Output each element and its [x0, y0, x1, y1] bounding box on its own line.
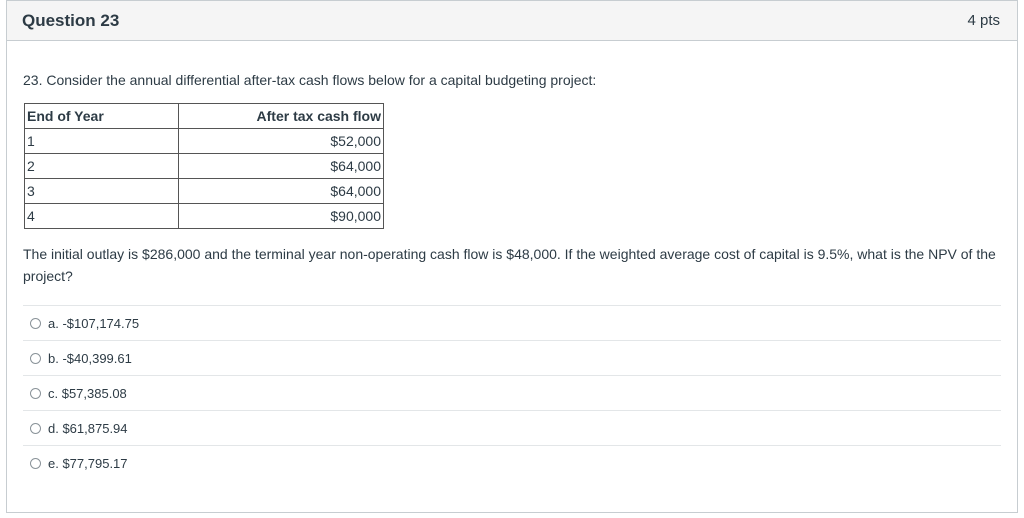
cell-cash-flow: $90,000 [179, 204, 384, 229]
question-points: 4 pts [967, 12, 1000, 29]
cell-year: 2 [25, 154, 179, 179]
table-row [25, 154, 384, 179]
question-title: Question 23 [22, 10, 120, 30]
radio-button-icon[interactable] [30, 458, 41, 469]
cell-cash-flow: $64,000 [179, 154, 384, 179]
answer-option-e[interactable] [23, 445, 1001, 480]
answer-option-b[interactable] [23, 340, 1001, 375]
question-text: The initial outlay is $286,000 and the terminal year non-operating cash flow is $48,000. If the weighted average cost of capital is 9.5%, what is the NPV of the project? [23, 246, 996, 284]
radio-button-icon[interactable] [30, 353, 41, 364]
column-header-year: End of Year [25, 104, 179, 129]
radio-button-icon[interactable] [30, 318, 41, 329]
answer-option-a[interactable] [23, 305, 1001, 340]
answer-label: c. $57,385.08 [48, 385, 127, 401]
question-card [6, 0, 1018, 513]
cash-flow-table [24, 103, 384, 229]
question-header [7, 1, 1017, 41]
answer-label: d. $61,875.94 [48, 420, 128, 436]
cell-year: 3 [25, 179, 179, 204]
answer-label: e. $77,795.17 [48, 455, 128, 471]
question-intro: 23. Consider the annual differential after-tax cash flows below for a capital budgeting project: [23, 72, 597, 88]
cell-year: 4 [25, 204, 179, 229]
answer-list [23, 305, 1001, 480]
cell-year: 1 [25, 129, 179, 154]
cell-cash-flow: $52,000 [179, 129, 384, 154]
answer-label: b. -$40,399.61 [48, 350, 132, 366]
answer-label: a. -$107,174.75 [48, 315, 140, 331]
radio-button-icon[interactable] [30, 388, 41, 399]
table-row [25, 204, 384, 229]
cell-cash-flow: $64,000 [179, 179, 384, 204]
radio-button-icon[interactable] [30, 423, 41, 434]
answer-option-d[interactable] [23, 410, 1001, 445]
answer-option-c[interactable] [23, 375, 1001, 410]
table-row [25, 129, 384, 154]
table-header-row [25, 104, 384, 129]
column-header-cash-flow: After tax cash flow [179, 104, 384, 129]
question-body [7, 71, 1017, 480]
table-row [25, 179, 384, 204]
